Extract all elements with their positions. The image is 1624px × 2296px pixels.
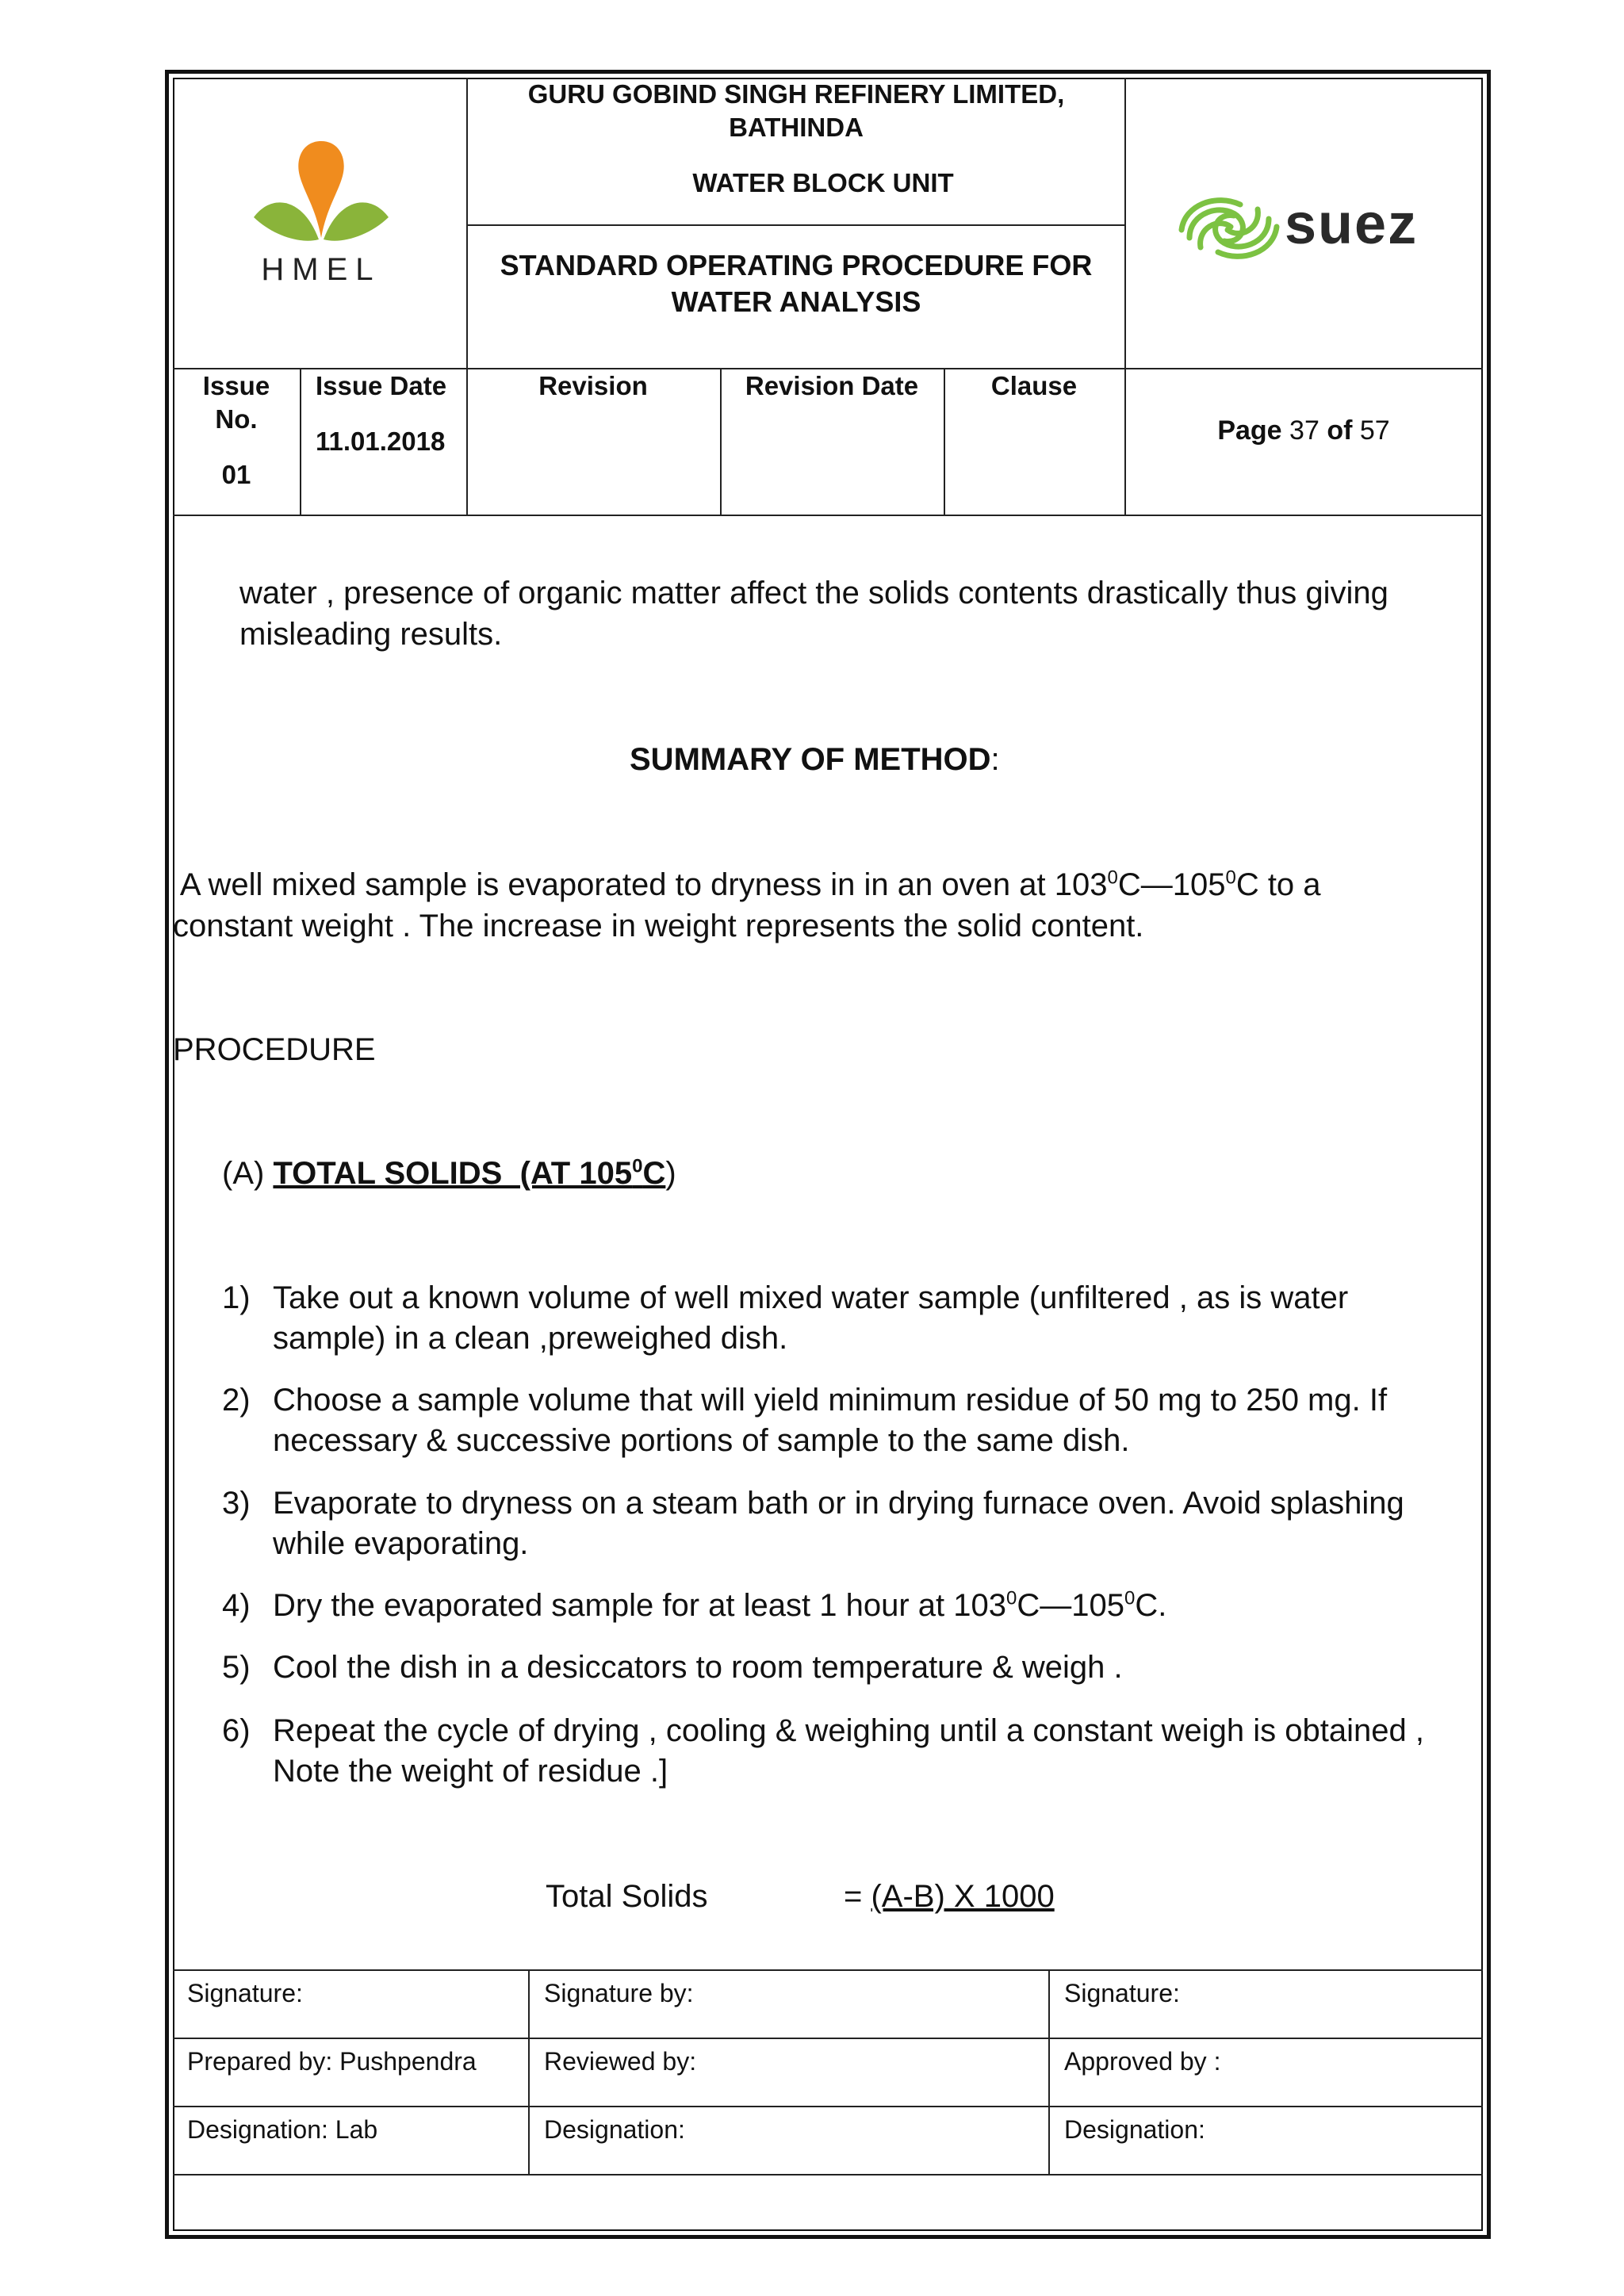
company-name-line2: BATHINDA (729, 113, 864, 142)
issue-no-value: 01 (221, 460, 251, 489)
hmel-logo-text: HMEL (261, 252, 381, 287)
meta-col-1 (300, 368, 301, 516)
intro-line2: misleading results. (239, 617, 503, 652)
company-name-line1: GURU GOBIND SINGH REFINERY LIMITED, (527, 79, 1065, 109)
designation-2: Designation: (544, 2115, 685, 2144)
prepared-by: Prepared by: Pushpendra (187, 2047, 477, 2076)
footer-row-4 (173, 2174, 1483, 2175)
clause-label: Clause (990, 371, 1078, 400)
formula-label: Total Solids (546, 1879, 708, 1914)
unit-name: WATER BLOCK UNIT (692, 168, 954, 197)
designation-1: Designation: Lab (187, 2115, 378, 2144)
approved-by: Approved by : (1064, 2047, 1221, 2076)
sop-title-line1: STANDARD OPERATING PROCEDURE FOR (500, 249, 1093, 281)
revision-label: Revision (538, 371, 648, 400)
summary-line1: A well mixed sample is evaporated to dryness in in an oven at $103^0C—105^0C$ to a (173, 867, 1321, 902)
page-label: Page (1217, 415, 1282, 446)
suez-swirl-icon (1174, 189, 1285, 268)
signature-2: Signature by: (544, 1979, 694, 2007)
summary-line2: constant weight . The increase in weight represents the solid content. (173, 909, 1144, 943)
header-divider-2 (1124, 78, 1126, 516)
page-total: 57 (1359, 415, 1390, 446)
issue-no-label-2: No. (215, 404, 258, 434)
sop-title-line2: WATER ANALYSIS (671, 285, 921, 318)
signature-1: Signature: (187, 1979, 303, 2007)
issue-date-value: 11.01.2018 (316, 427, 446, 456)
meta-row-top (173, 368, 1483, 369)
page-of: of (1327, 415, 1353, 446)
issue-no-label-1: Issue (202, 371, 270, 400)
intro-line1: water , presence of organic matter affect the solids contents drastically thus giving (239, 576, 1388, 610)
section-a-heading: (A) TOTAL SOLIDS (AT $105^0C$) (222, 1155, 676, 1191)
meta-row-bottom (173, 515, 1483, 516)
footer-row-2 (173, 2038, 1483, 2039)
page-current: 37 (1289, 415, 1320, 446)
footer-col-2 (1048, 1969, 1050, 2175)
reviewed-by: Reviewed by: (544, 2047, 697, 2076)
revision-date-label: Revision Date (745, 371, 919, 400)
footer-row-3 (173, 2106, 1483, 2107)
footer-row-1 (173, 1969, 1483, 1971)
hmel-logo-icon (238, 135, 404, 254)
footer-col-1 (528, 1969, 530, 2175)
issue-date-label: Issue Date (316, 371, 447, 400)
suez-logo (1174, 189, 1443, 268)
hmel-logo (238, 135, 404, 293)
page-number (1126, 415, 1481, 446)
summary-heading: SUMMARY OF METHOD: (630, 742, 1000, 777)
designation-3: Designation: (1064, 2115, 1205, 2144)
procedure-heading: PROCEDURE (173, 1032, 376, 1067)
formula: = (A-B) X 1000 (844, 1879, 1055, 1914)
suez-logo-text: suez (1285, 193, 1419, 256)
signature-3: Signature: (1064, 1979, 1180, 2007)
header-divider-3 (466, 224, 1126, 226)
